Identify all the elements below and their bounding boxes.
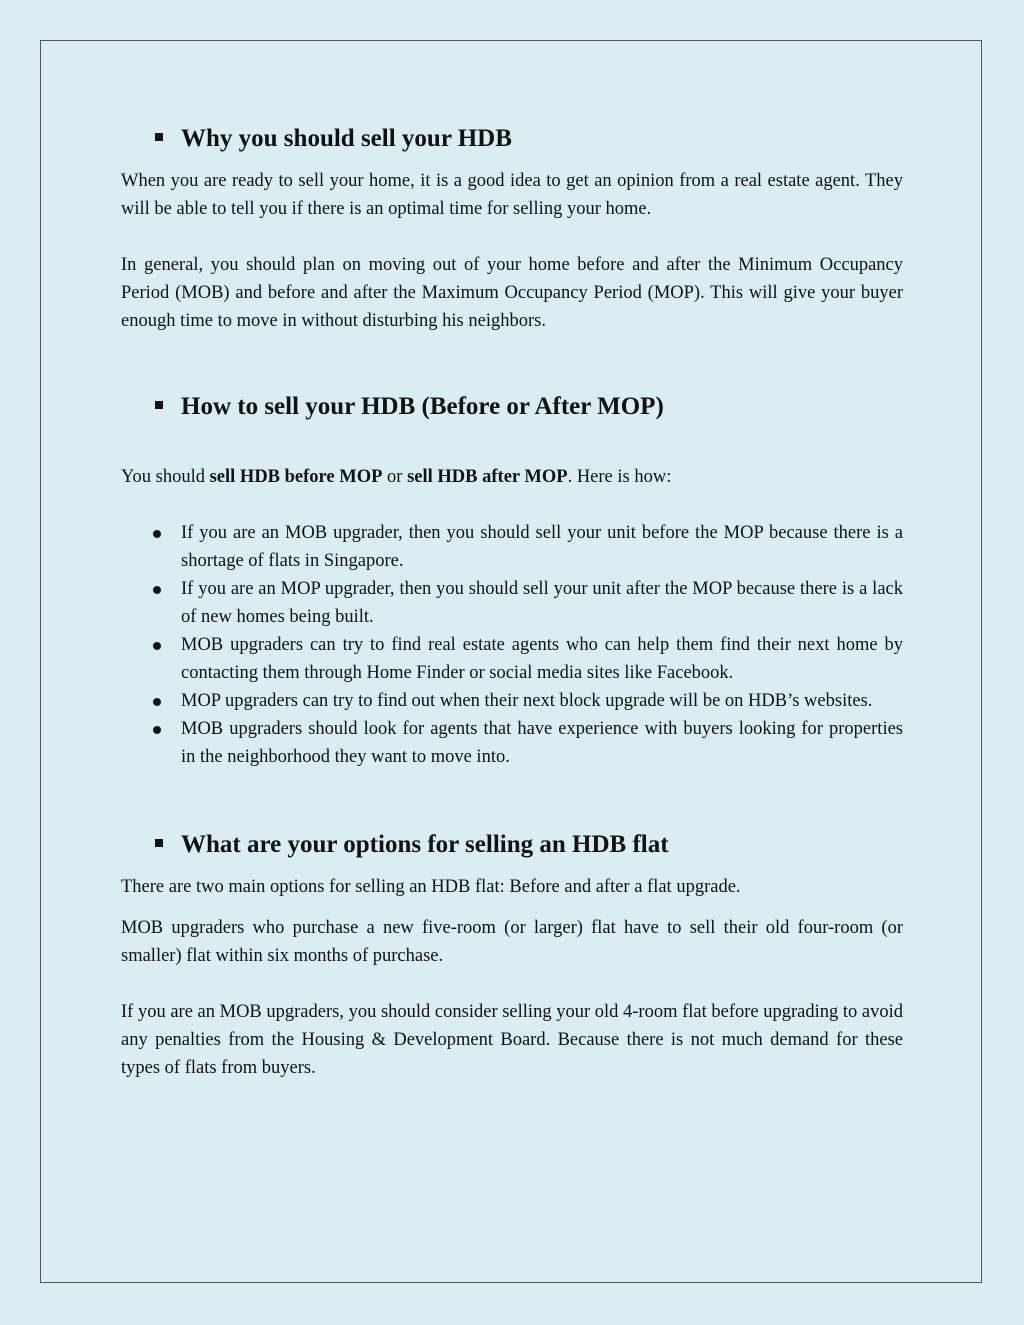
list-item-text: MOB upgraders should look for agents that have experience with buyers looking for properties in the neighborhood they want to move into.	[181, 719, 903, 767]
list-item-text: MOB upgraders can try to find real estate agents who can help them find their next home by contacting them through Home Finder or social media sites like Facebook.	[181, 635, 903, 683]
intro-middle: or	[382, 467, 408, 487]
bullet-dot-icon	[153, 698, 161, 706]
document-content	[121, 121, 903, 1082]
intro-paragraph	[121, 463, 903, 491]
document-page	[40, 40, 982, 1283]
heading-text: How to sell your HDB (Before or After MOP)	[181, 393, 664, 420]
paragraph: There are two main options for selling an HDB flat: Before and after a flat upgrade.	[121, 877, 741, 897]
list-item-text: MOP upgraders can try to find out when their next block upgrade will be on HDB’s websites.	[181, 691, 873, 711]
list-item-text: If you are an MOP upgrader, then you should sell your unit after the MOP because there is a lack of new homes being built.	[181, 579, 903, 627]
square-bullet-icon	[155, 839, 163, 847]
heading-text: What are your options for selling an HDB flat	[181, 831, 669, 858]
section-heading-how-to-sell	[121, 391, 903, 423]
paragraph: MOB upgraders who purchase a new five-room (or larger) flat have to sell their old four-room (or smaller) flat within six months of purchase.	[121, 918, 903, 966]
section-heading-why-sell	[121, 123, 903, 155]
bullet-dot-icon	[153, 642, 161, 650]
list-item	[121, 631, 903, 687]
list-item	[121, 519, 903, 575]
paragraph: If you are an MOB upgraders, you should consider selling your old 4-room flat before upgrading to avoid any penalties from the Housing & Development Board. Because there is not much demand for these types of flats from buyers.	[121, 1002, 903, 1078]
list-item	[121, 715, 903, 771]
section-heading-options	[121, 829, 903, 861]
list-item	[121, 687, 903, 715]
paragraph: When you are ready to sell your home, it is a good idea to get an opinion from a real estate agent. They will be able to tell you if there is an optimal time for selling your home.	[121, 171, 903, 219]
bullet-dot-icon	[153, 586, 161, 594]
intro-bold-after-mop: sell HDB after MOP	[407, 467, 568, 487]
paragraph: In general, you should plan on moving out of your home before and after the Minimum Occupancy Period (MOB) and before and after the Maximum Occupancy Period (MOP). This will give your buyer enough time to move in without disturbing his neighbors.	[121, 255, 903, 331]
square-bullet-icon	[155, 401, 163, 409]
bullet-dot-icon	[153, 530, 161, 538]
intro-bold-before-mop: sell HDB before MOP	[209, 467, 383, 487]
heading-text: Why you should sell your HDB	[181, 125, 512, 152]
bullet-list	[121, 519, 903, 771]
list-item-text: If you are an MOB upgrader, then you should sell your unit before the MOP because there is a shortage of flats in Singapore.	[181, 523, 903, 571]
square-bullet-icon	[155, 133, 163, 141]
intro-suffix: . Here is how:	[567, 467, 672, 487]
bullet-dot-icon	[153, 726, 161, 734]
intro-prefix: You should	[121, 467, 210, 487]
list-item	[121, 575, 903, 631]
